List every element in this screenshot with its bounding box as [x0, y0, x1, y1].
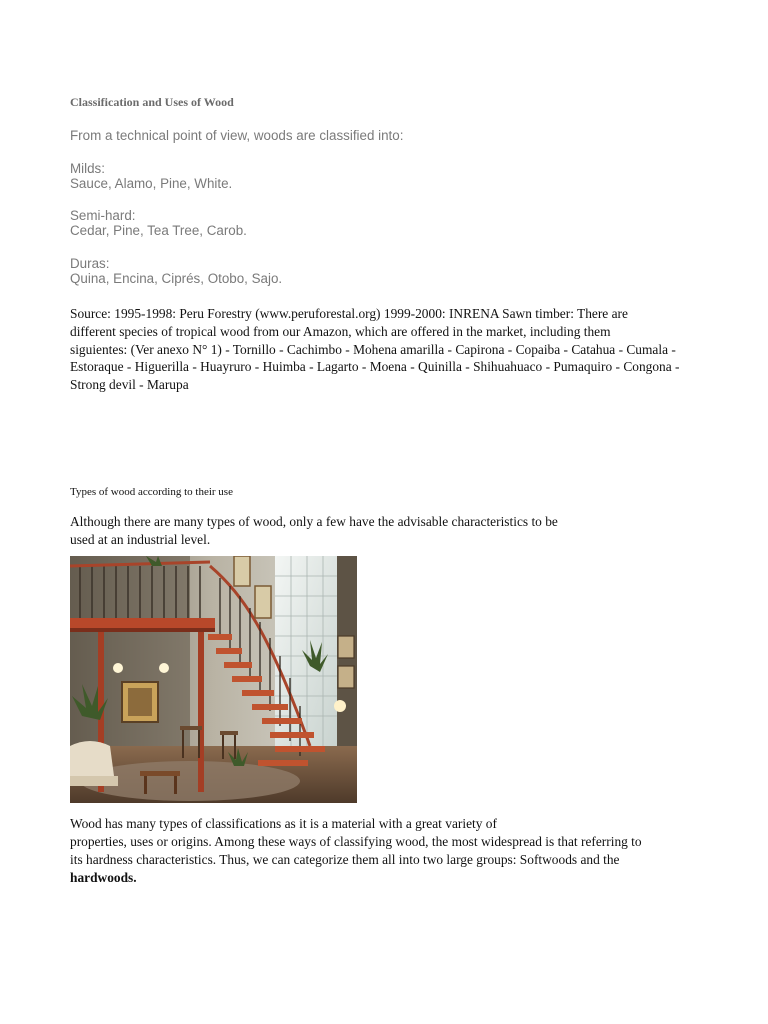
group-examples: Cedar, Pine, Tea Tree, Carob.: [70, 223, 247, 238]
lead-paragraph: [70, 513, 600, 548]
group-duras: [70, 256, 282, 286]
group-semi-hard: [70, 208, 247, 238]
source-line: different species of tropical wood from our Amazon, which are offered in the market, including them: [70, 323, 611, 339]
lead-line: Although there are many types of wood, only a few have the advisable characteristics to be: [70, 514, 558, 529]
source-paragraph: [70, 305, 710, 394]
group-name: Semi-hard:: [70, 208, 136, 223]
source-line: Source: 1995-1998: Peru Forestry (www.peruforestal.org) 1999-2000: INRENA Sawn timber: There are: [70, 306, 628, 321]
group-examples: Quina, Encina, Ciprés, Otobo, Sajo.: [70, 271, 283, 286]
document-title: Classification and Uses of Wood: [70, 95, 234, 109]
closing-line: Wood has many types of classifications as it is a material with a great variety of: [70, 816, 497, 831]
closing-paragraph: [70, 815, 700, 887]
staircase-photo: [70, 556, 357, 803]
lead-line: used at an industrial level.: [70, 531, 211, 547]
intro-text: From a technical point of view, woods are classified into:: [70, 128, 404, 143]
source-line: siguientes: (Ver anexo N° 1) - Tornillo - Cachimbo - Mohena amarilla - Capirona - Copaiba - Catahua - Cumala -: [70, 341, 676, 357]
group-examples: Sauce, Alamo, Pine, White.: [70, 176, 233, 191]
group-name: Milds:: [70, 161, 105, 176]
group-milds: [70, 161, 232, 191]
section-subheading: Types of wood according to their use: [70, 486, 233, 498]
closing-bold-term: hardwoods.: [70, 870, 137, 885]
closing-line: its hardness characteristics. Thus, we can categorize them all into two large groups: Softwoods and the: [70, 852, 620, 867]
closing-line: properties, uses or origins. Among these ways of classifying wood, the most widespread is that referring to: [70, 834, 642, 849]
source-line: Estoraque - Higuerilla - Huayruro - Huimba - Lagarto - Moena - Quinilla - Shihuahuaco - Pumaquiro - Congona -: [70, 359, 680, 375]
group-name: Duras:: [70, 256, 110, 271]
source-line: Strong devil - Marupa: [70, 377, 189, 393]
